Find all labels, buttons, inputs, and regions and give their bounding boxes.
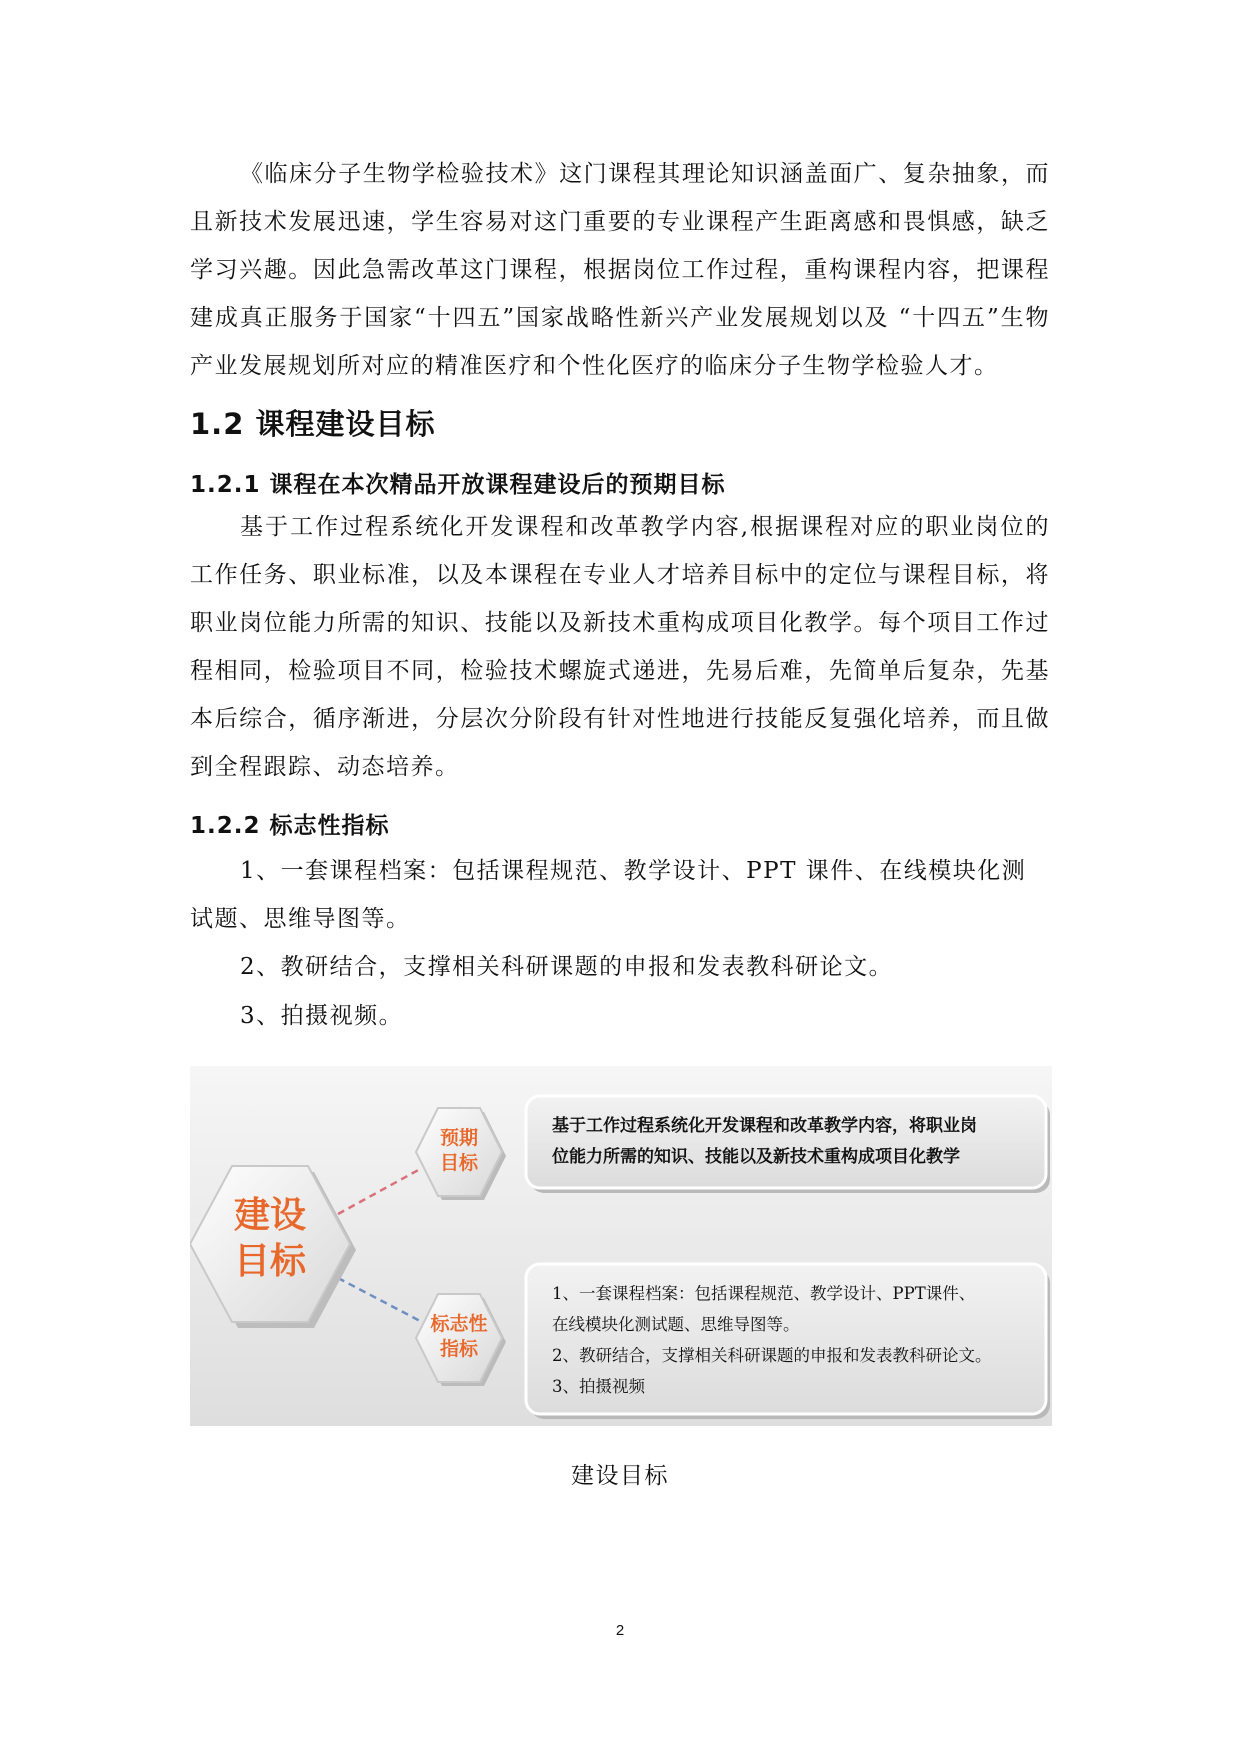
intro-paragraph: 《临床分子生物学检验技术》这门课程其理论知识涵盖面广、复杂抽象，而且新技术发展迅速，学生容易对这门重要的专业课程产生距离感和畏惧感，缺乏学习兴趣。因此急需改革这门课程，根据岗位工作过程，重构课程内容，把课程建成真正服务于国家“十四五”国家战略性新兴产业发展规划以及 “十四五”生物产业发展规划所对应的精准医疗和个性化医疗的临床分子生物学检验人才。	[190, 161, 1050, 379]
top-label-line2: 目标	[439, 1152, 478, 1174]
center-label-line2: 目标	[233, 1241, 306, 1282]
center-label-line1: 建设	[233, 1195, 306, 1236]
top-label-line1: 预期	[439, 1127, 478, 1149]
subsection-heading-indicators: 1.2.2 标志性指标	[190, 813, 390, 839]
bottom-box-text	[552, 1278, 1038, 1402]
page-number: 2	[615, 1622, 625, 1639]
indicator-item: 1、一套课程档案：包括课程规范、教学设计、PPT 课件、在线模块化测试题、思维导图等。	[190, 858, 1027, 932]
bottom-label-line2: 指标	[439, 1338, 478, 1360]
bottom-hexagon-label	[416, 1312, 502, 1362]
top-hexagon-label	[416, 1126, 502, 1176]
subsection-heading-expected-goals: 1.2.1 课程在本次精品开放课程建设后的预期目标	[190, 472, 726, 498]
section-heading: 1.2 课程建设目标	[190, 407, 436, 441]
center-hexagon-label	[210, 1193, 330, 1285]
indicator-item: 3、拍摄视频。	[240, 1003, 404, 1029]
bottom-box-line: 3、拍摄视频	[552, 1377, 645, 1396]
top-box-line: 基于工作过程系统化开发课程和改革教学内容，将职业岗	[552, 1116, 977, 1136]
bottom-box-line: 1、一套课程档案：包括课程规范、教学设计、PPT课件、	[552, 1284, 976, 1303]
bottom-box-line: 2、教研结合，支撑相关科研课题的申报和发表教科研论文。	[552, 1346, 992, 1365]
top-box-text	[552, 1111, 1032, 1173]
bottom-box-line: 在线模块化测试题、思维导图等。	[552, 1315, 800, 1334]
goals-diagram	[190, 1066, 1052, 1426]
expected-goals-paragraph: 基于工作过程系统化开发课程和改革教学内容,根据课程对应的职业岗位的工作任务、职业标准，以及本课程在专业人才培养目标中的定位与课程目标，将职业岗位能力所需的知识、技能以及新技术重构成项目化教学。每个项目工作过程相同，检验项目不同，检验技术螺旋式递进，先易后难，先简单后复杂，先基本后综合，循序渐进，分层次分阶段有针对性地进行技能反复强化培养，而且做到全程跟踪、动态培养。	[190, 514, 1050, 780]
bottom-label-line1: 标志性	[430, 1313, 488, 1335]
figure-caption: 建设目标	[571, 1463, 669, 1489]
top-box-line: 位能力所需的知识、技能以及新技术重构成项目化教学	[552, 1147, 960, 1167]
indicator-item: 2、教研结合，支撑相关科研课题的申报和发表教科研论文。	[240, 954, 894, 980]
